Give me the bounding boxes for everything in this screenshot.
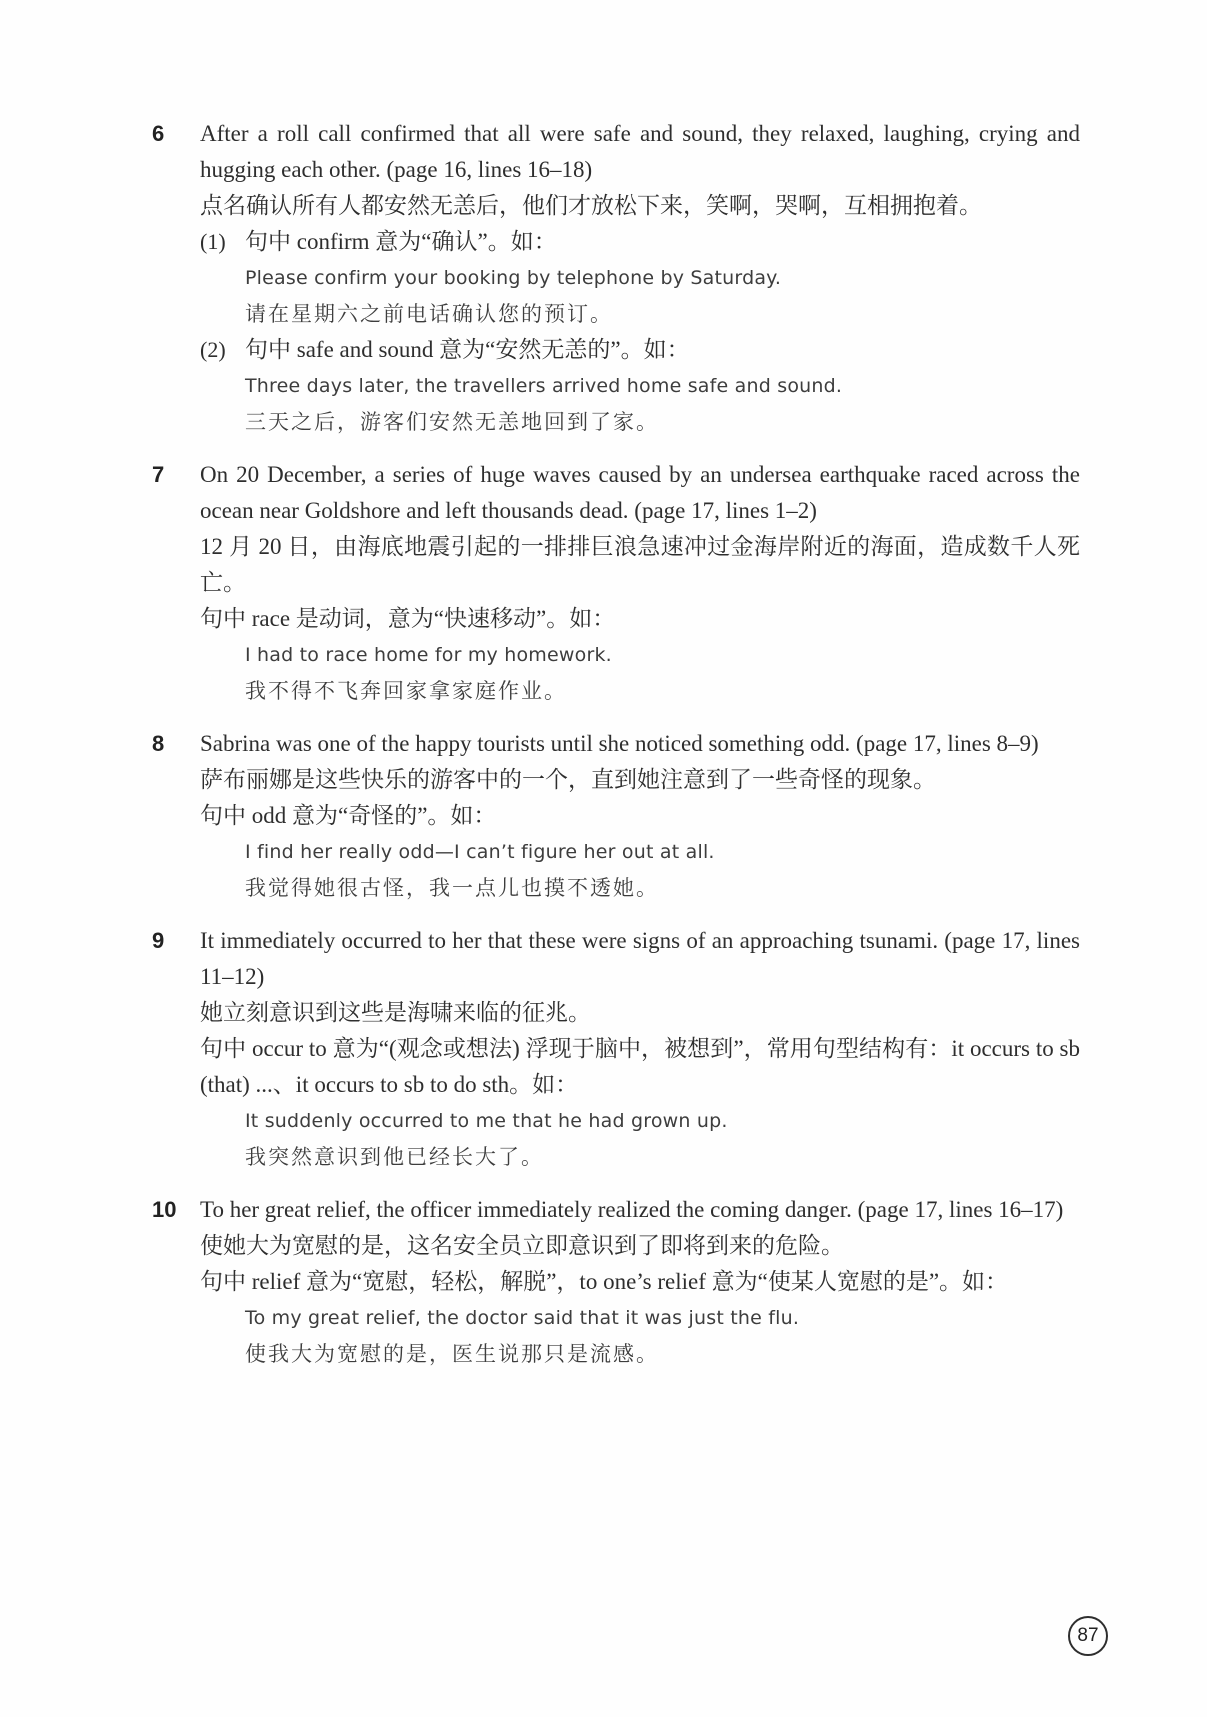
list-item bbox=[152, 457, 1207, 709]
sub-item bbox=[200, 332, 1080, 440]
vocabulary-note: 句中 confirm 意为“确认”。如： bbox=[245, 229, 557, 254]
example-chinese: 我觉得她很古怪，我一点儿也摸不透她。 bbox=[245, 876, 659, 900]
item-english-sentence: It immediately occurred to her that these were signs of an approaching tsunami. (page 17, lines 11–12) bbox=[200, 928, 1080, 989]
item-number: 8 bbox=[152, 731, 165, 756]
item-english-sentence: Sabrina was one of the happy tourists until she noticed something odd. (page 17, lines 8–9) bbox=[200, 731, 1039, 756]
vocabulary-note: 句中 relief 意为“宽慰，轻松，解脱”，to one’s relief 意为“使某人宽慰的是”。如： bbox=[200, 1269, 1009, 1294]
example-chinese: 我突然意识到他已经长大了。 bbox=[245, 1145, 544, 1169]
item-english-sentence: To her great relief, the officer immediately realized the coming danger. (page 17, lines 16–17) bbox=[200, 1197, 1064, 1222]
item-body bbox=[200, 116, 1080, 440]
list-item bbox=[152, 923, 1207, 1175]
page-number-badge: 87 bbox=[1068, 1616, 1108, 1656]
item-chinese-translation: 12 月 20 日，由海底地震引起的一排排巨浪急速冲过金海岸附近的海面，造成数千人死亡。 bbox=[200, 534, 1080, 595]
item-number: 6 bbox=[152, 121, 165, 146]
list-item bbox=[152, 726, 1207, 906]
item-body bbox=[200, 457, 1080, 709]
item-body bbox=[200, 726, 1080, 906]
example-chinese: 三天之后，游客们安然无恙地回到了家。 bbox=[245, 410, 659, 434]
example-chinese: 我不得不飞奔回家拿家庭作业。 bbox=[245, 679, 567, 703]
item-english-sentence: After a roll call confirmed that all were safe and sound, they relaxed, laughing, crying and hugging each other. (page 16, lines 16–18) bbox=[200, 121, 1080, 182]
item-english-sentence: On 20 December, a series of huge waves caused by an undersea earthquake raced across the ocean near Goldshore and left thousands dead. (page 17, lines 1–2) bbox=[200, 462, 1080, 523]
item-body bbox=[200, 1192, 1080, 1372]
example-english: I find her really odd—I can’t figure her out at all. bbox=[245, 841, 715, 863]
example-english: I had to race home for my homework. bbox=[245, 644, 612, 666]
example-english: Three days later, the travellers arrived home safe and sound. bbox=[245, 375, 843, 397]
sub-item bbox=[200, 224, 1080, 332]
list-item bbox=[152, 116, 1207, 440]
item-chinese-translation: 点名确认所有人都安然无恙后，他们才放松下来，笑啊，哭啊，互相拥抱着。 bbox=[200, 193, 982, 218]
item-number: 10 bbox=[152, 1197, 177, 1222]
example-chinese: 使我大为宽慰的是，医生说那只是流感。 bbox=[245, 1342, 659, 1366]
item-number: 9 bbox=[152, 928, 165, 953]
item-chinese-translation: 她立刻意识到这些是海啸来临的征兆。 bbox=[200, 1000, 591, 1025]
sub-item-body bbox=[245, 224, 1080, 332]
sub-item-marker: (2) bbox=[200, 337, 226, 362]
item-number: 7 bbox=[152, 462, 165, 487]
sub-item-marker: (1) bbox=[200, 229, 226, 254]
vocabulary-note: 句中 safe and sound 意为“安然无恙的”。如： bbox=[245, 337, 690, 362]
list-item bbox=[152, 1192, 1207, 1372]
sub-item-body bbox=[245, 332, 1080, 440]
vocabulary-note: 句中 race 是动词，意为“快速移动”。如： bbox=[200, 606, 616, 631]
example-english: Please confirm your booking by telephone by Saturday. bbox=[245, 267, 782, 289]
item-chinese-translation: 萨布丽娜是这些快乐的游客中的一个，直到她注意到了一些奇怪的现象。 bbox=[200, 767, 936, 792]
vocabulary-note: 句中 occur to 意为“(观念或想法) 浮现于脑中，被想到”，常用句型结构有：it occurs to sb (that) ...、it occurs to sb to do sth。如： bbox=[200, 1036, 1080, 1097]
item-body bbox=[200, 923, 1080, 1175]
vocabulary-note: 句中 odd 意为“奇怪的”。如： bbox=[200, 803, 497, 828]
example-english: It suddenly occurred to me that he had grown up. bbox=[245, 1110, 728, 1132]
example-english: To my great relief, the doctor said that it was just the flu. bbox=[245, 1307, 800, 1329]
example-chinese: 请在星期六之前电话确认您的预订。 bbox=[245, 302, 613, 326]
item-chinese-translation: 使她大为宽慰的是，这名安全员立即意识到了即将到来的危险。 bbox=[200, 1233, 844, 1258]
